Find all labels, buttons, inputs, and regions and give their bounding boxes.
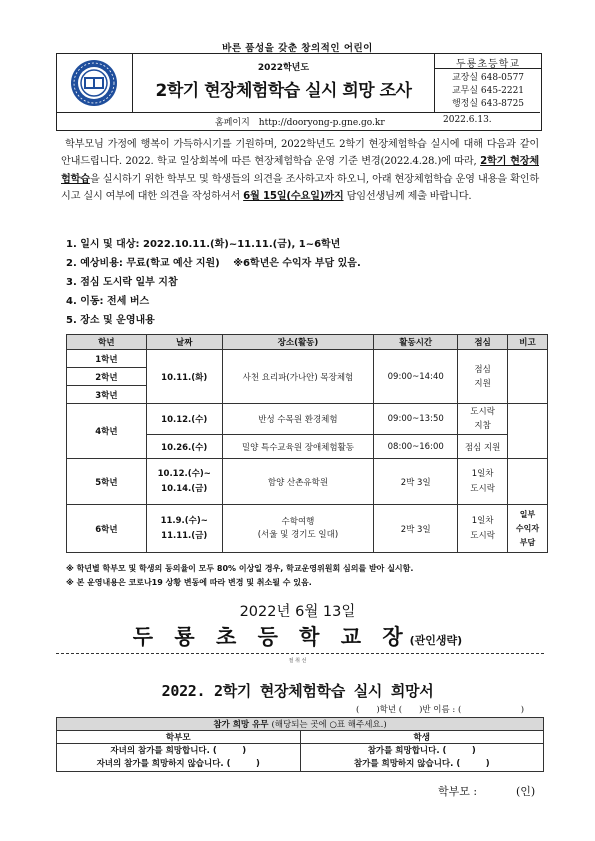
col-lunch: 점심 <box>458 335 508 350</box>
issue-date: 2022년 6월 13일 <box>239 604 356 620</box>
highlight-deadline: 6월 15일(수요일)까지 <box>243 191 344 203</box>
logo-cell <box>57 54 133 112</box>
note-consent: ※ 학년별 학부모 및 학생의 동의율이 모두 80% 이상일 경우, 학교운영위원회 심의를 받아 실시함. <box>66 564 414 573</box>
item-places: 5. 장소 및 운영내용 <box>66 315 155 326</box>
form-header: 참가 희망 유무 (해당되는 곳에 ○표 해주세요.) <box>57 718 544 731</box>
col-grade: 학년 <box>67 335 147 350</box>
student-info-field[interactable]: ( )학년 ( )반 이름 : ( ) <box>356 705 525 715</box>
page-title: 2학기 현장체험학습 실시 희망 조사 <box>155 81 412 101</box>
table-row: 3학년 <box>67 386 548 404</box>
col-time: 활동시간 <box>374 335 458 350</box>
parent-yes-option[interactable]: 자녀의 참가를 희망합니다. ( ) <box>110 745 247 756</box>
student-no-option[interactable]: 참가를 희망하지 않습니다. ( ) <box>353 758 490 769</box>
school-name: 두룡초등학교 <box>435 55 541 69</box>
student-yes-option[interactable]: 참가를 희망합니다. ( ) <box>367 745 476 756</box>
highlight-program: 2학기 현장체험학습 <box>61 156 539 185</box>
homepage-link[interactable]: 홈페이지 http://dooryong-p.gne.go.kr <box>215 118 385 128</box>
cut-line <box>56 653 544 654</box>
school-motto: 바른 품성을 갖춘 창의적인 어린이 <box>222 43 373 54</box>
school-logo-icon <box>65 58 123 108</box>
item-transport: 4. 이동: 전세 버스 <box>66 296 150 307</box>
letter-header <box>56 53 542 131</box>
table-row: 4학년 10.12.(수) 반성 수목원 환경체험 09:00~13:50 도시락 지참 <box>67 404 548 435</box>
item-lunch: 3. 점심 도시락 일부 지참 <box>66 277 178 288</box>
table-row: 10.26.(수) 밀양 특수교육원 장애체험활동 08:00~16:00 점심 지원 <box>67 435 548 459</box>
item-cost: 2. 예상비용: 무료(학교 예산 지원) ※6학년은 수익자 부담 있음. <box>66 258 361 269</box>
phone-admin: 행정실 643-8725 <box>451 99 525 109</box>
academic-year: 2022학년도 <box>257 63 310 73</box>
letter-date: 2022.6.13. <box>443 115 492 125</box>
form-title: 2022. 2학기 현장체험학습 실시 희망서 <box>161 682 434 700</box>
col-student: 학생 <box>300 731 544 744</box>
phone-teachers: 교무실 645-2221 <box>451 86 525 96</box>
phone-principal: 교장실 648-0577 <box>451 73 525 83</box>
col-remark: 비고 <box>508 335 548 350</box>
response-form-table <box>56 717 544 772</box>
principal-signature: 두 룡 초 등 학 교 장(관인생략) <box>132 624 463 649</box>
table-row: 6학년 11.9.(수)~ 11.11.(금) 수학여행 (서울 및 경기도 일대) 2박 3일 1일차 도시락 일부 수익자 부담 <box>67 505 548 553</box>
note-covid: ※ 본 운영내용은 코로나19 상황 변동에 따라 변경 및 취소될 수 있음. <box>66 578 312 587</box>
parent-no-option[interactable]: 자녀의 참가를 희망하지 않습니다. ( ) <box>96 758 260 769</box>
seal-omitted: (관인생략) <box>409 634 463 647</box>
col-parent: 학부모 <box>57 731 301 744</box>
schedule-table <box>66 334 548 553</box>
table-row: 5학년 10.12.(수)~ 10.14.(금) 함양 산촌유학원 2박 3일 1일차 도시락 <box>67 459 548 505</box>
parent-sign-label: 학부모 : <box>438 785 478 798</box>
table-header-row <box>67 335 548 350</box>
table-row: 2학년 <box>67 368 548 386</box>
intro-paragraph: 학부모님 가정에 행복이 가득하시기를 기원하며, 2022학년도 2학기 현장체험학습 실시에 대해 다음과 같이 안내드립니다. 2022. 학교 일상회복에 따른 현장체험학습 운영 기준 변경(2022.4.28.)에 따라, 2학기 현장체험학습을 실시하기 위한 학부모 및 학생들의 의견을 조사하고자 하오니, 아래 현장체험학습 운영 내용을 확인하시고 실시 여부에 대한 의견을 작성하셔서 6월 15일(수요일)까지 담임선생님께 제출 바랍니다. <box>61 139 539 203</box>
item-dates: 1. 일시 및 대상: 2022.10.11.(화)~11.11.(금), 1~6학년 <box>66 239 341 250</box>
col-date: 날짜 <box>146 335 222 350</box>
col-place: 장소(활동) <box>222 335 374 350</box>
school-info <box>434 54 540 112</box>
table-row: 1학년 10.11.(화) 사천 요리파(가나안) 목장체험 09:00~14:40 점심 지원 <box>67 350 548 368</box>
seal-mark[interactable]: (인) <box>516 785 536 798</box>
header-footer-row <box>57 112 540 129</box>
cut-line-label: 절 취 선 <box>288 658 307 664</box>
